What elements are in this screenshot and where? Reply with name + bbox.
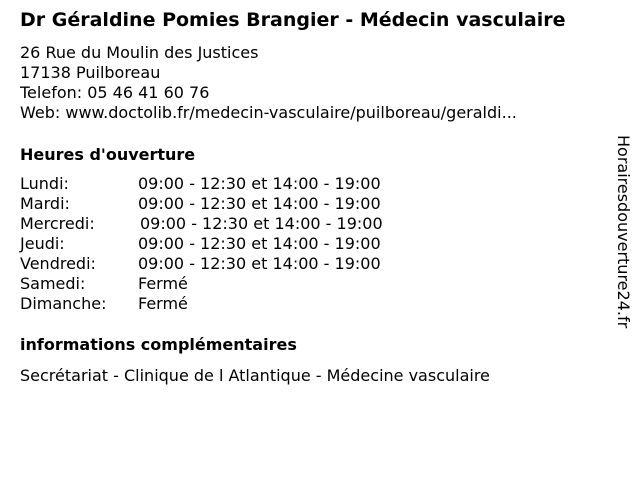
hours-value: 09:00 - 12:30 et 14:00 - 19:00 xyxy=(138,254,381,273)
page-title: Dr Géraldine Pomies Brangier - Médecin vasculaire xyxy=(20,9,566,31)
hours-value: 09:00 - 12:30 et 14:00 - 19:00 xyxy=(138,234,381,253)
hours-value: 09:00 - 12:30 et 14:00 - 19:00 xyxy=(138,174,381,193)
day-label: Vendredi: xyxy=(20,254,96,273)
website-line: Web: www.doctolib.fr/medecin-vasculaire/puilboreau/geraldi... xyxy=(20,103,517,122)
day-label: Dimanche: xyxy=(20,294,107,313)
phone-number: Telefon: 05 46 41 60 76 xyxy=(20,83,210,102)
hours-value: 09:00 - 12:30 et 14:00 - 19:00 xyxy=(140,214,383,233)
additional-info-text: Secrétariat - Clinique de l Atlantique - Médecine vasculaire xyxy=(20,366,490,385)
address-street: 26 Rue du Moulin des Justices xyxy=(20,43,259,62)
day-label: Mardi: xyxy=(20,194,70,213)
opening-hours-heading: Heures d'ouverture xyxy=(20,145,196,164)
day-label: Samedi: xyxy=(20,274,86,293)
address-city: 17138 Puilboreau xyxy=(20,63,161,82)
address-block xyxy=(20,43,517,123)
day-label: Jeudi: xyxy=(20,234,65,253)
hours-value: Fermé xyxy=(138,294,188,313)
day-label: Mercredi: xyxy=(20,214,95,233)
additional-info-heading: informations complémentaires xyxy=(20,335,297,354)
hours-value: 09:00 - 12:30 et 14:00 - 19:00 xyxy=(138,194,381,213)
hours-value: Fermé xyxy=(138,274,188,293)
day-label: Lundi: xyxy=(20,174,69,193)
site-brand-vertical: Horairesdouverture24.fr xyxy=(614,135,633,329)
